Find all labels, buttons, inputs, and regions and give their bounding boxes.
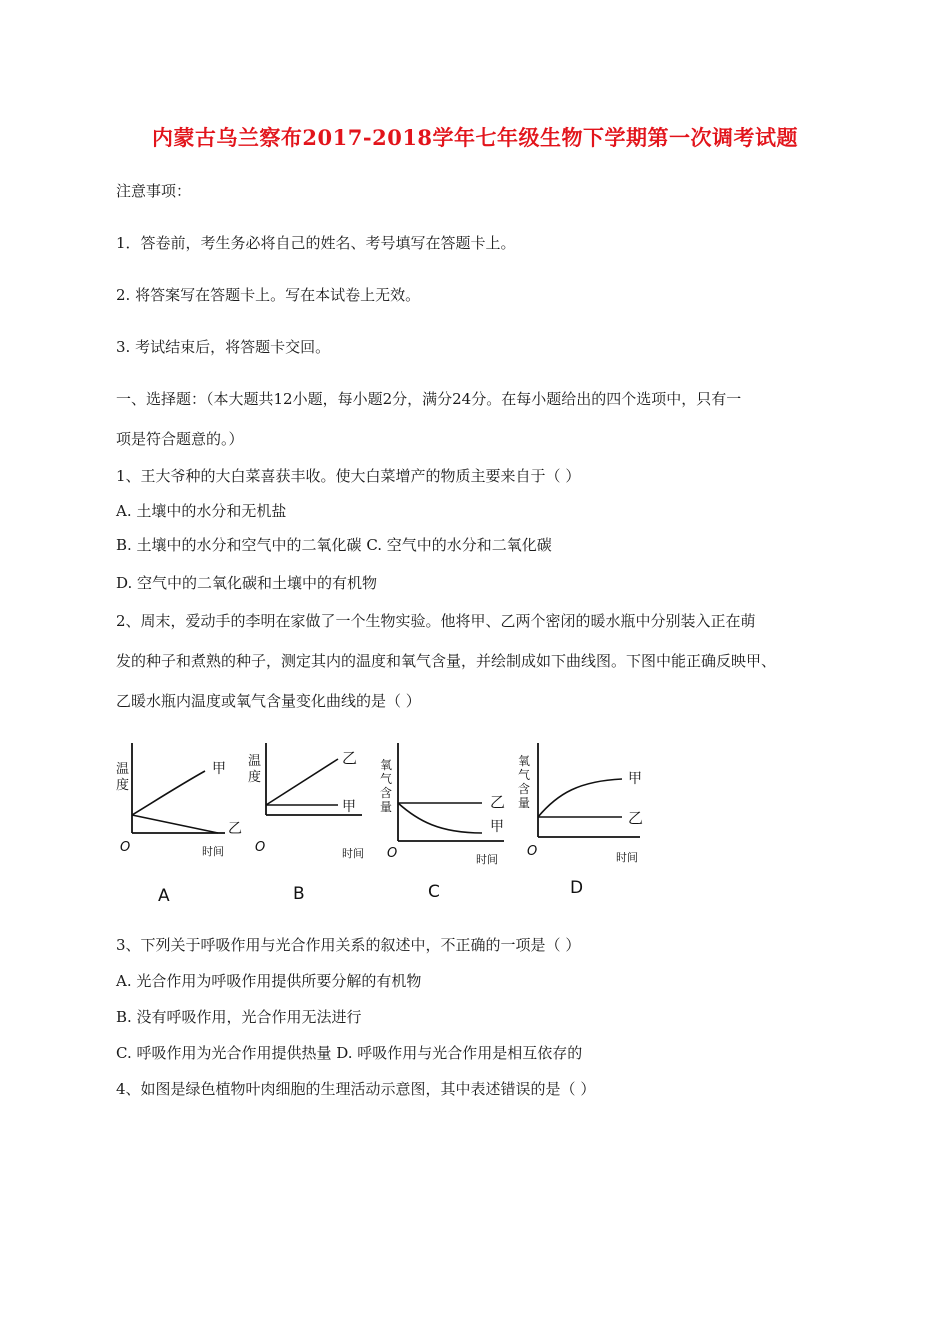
graph-d-ylabel-3: 含 [518,782,531,796]
q3-option-a: A. 光合作用为呼吸作用提供所要分解的有机物 [116,972,422,990]
q1-option-d: D. 空气中的二氧化碳和土壤中的有机物 [116,574,378,592]
q1-stem: 1、王大爷种的大白菜喜获丰收。使大白菜增产的物质主要来自于（ ） [116,467,581,485]
graph-d-jia-label: 甲 [628,771,642,787]
graph-a-curve-jia [132,771,205,815]
graph-d-curve-jia [538,779,622,817]
graph-a-letter: A [158,886,170,906]
graph-a-xlabel: 时间 [202,845,224,858]
q1-option-a: A. 土壤中的水分和无机盐 [116,502,287,520]
graph-b-origin: O [255,840,266,855]
q1-option-bc: B. 土壤中的水分和空气中的二氧化碳 C. 空气中的水分和二氧化碳 [116,536,552,554]
graph-c-jia-label: 甲 [490,819,504,835]
graph-c-ylabel-4: 量 [380,800,393,814]
notice-item-2: 2. 将答案写在答题卡上。写在本试卷上无效。 [116,286,421,304]
q4-stem: 4、如图是绿色植物叶肉细胞的生理活动示意图，其中表述错误的是（ ） [116,1080,596,1098]
graph-b-yi-label: 乙 [342,749,358,767]
q2-graphs-svg [110,733,670,913]
graph-c-yi-label: 乙 [490,793,506,811]
graph-a-jia-label: 甲 [212,761,226,777]
graph-b-ylabel-1: 温 [248,754,262,769]
page-title: 内蒙古乌兰察布2017-2018学年七年级生物下学期第一次调考试题 [151,125,799,150]
section-heading-line2: 项是符合题意的。） [116,430,244,448]
q2-graphs [110,733,670,913]
graph-d-letter: D [570,878,584,898]
graph-c-ylabel-3: 含 [380,786,393,800]
graph-a-origin: O [120,840,131,855]
q3-option-cd: C. 呼吸作用为光合作用提供热量 D. 呼吸作用与光合作用是相互依存的 [116,1044,583,1062]
graph-b-letter: B [293,884,305,904]
graph-c-origin: O [387,846,398,861]
graph-c [380,743,505,902]
graph-c-xlabel: 时间 [476,853,498,866]
graph-a-ylabel-2: 度 [116,778,130,793]
graph-a [116,743,242,906]
graph-c-letter: C [428,882,440,902]
graph-b-ylabel-2: 度 [248,770,262,785]
graph-d-yi-label: 乙 [628,809,644,827]
graph-b-xlabel: 时间 [342,847,364,860]
graph-d [518,743,643,898]
graph-b-line-yi [266,759,338,805]
q3-option-b: B. 没有呼吸作用，光合作用无法进行 [116,1008,362,1026]
graph-c-curve-jia [398,803,482,833]
graph-c-ylabel-1: 氧 [380,758,393,772]
graph-a-ylabel-1: 温 [116,762,130,777]
graph-d-ylabel-1: 氧 [518,754,531,768]
graph-d-ylabel-2: 气 [518,768,531,782]
q2-line2: 发的种子和煮熟的种子，测定其内的温度和氧气含量，并绘制成如下曲线图。下图中能正确反映甲、 [116,652,777,670]
q2-line1: 2、周末，爱动手的李明在家做了一个生物实验。他将甲、乙两个密闭的暖水瓶中分别装入正在萌 [116,612,756,630]
graph-c-ylabel-2: 气 [380,772,393,786]
notice-item-3: 3. 考试结束后，将答题卡交回。 [116,338,331,356]
graph-a-yi-label: 乙 [228,821,242,837]
q3-stem: 3、下列关于呼吸作用与光合作用关系的叙述中，不正确的一项是（ ） [116,936,581,954]
q2-line3: 乙暖水瓶内温度或氧气含量变化曲线的是（ ） [116,692,421,710]
graph-a-line-yi [132,815,218,833]
graph-b [248,743,364,904]
graph-d-xlabel: 时间 [616,851,638,864]
notice-heading: 注意事项： [116,182,192,200]
section-heading-line1: 一、选择题：（本大题共12小题，每小题2分，满分24分。在每小题给出的四个选项中，只有一 [116,390,742,408]
notice-item-1: 1．答卷前，考生务必将自己的姓名、考号填写在答题卡上。 [116,234,516,252]
graph-d-origin: O [527,844,538,859]
graph-b-jia-label: 甲 [342,799,356,815]
graph-d-ylabel-4: 量 [518,796,531,810]
